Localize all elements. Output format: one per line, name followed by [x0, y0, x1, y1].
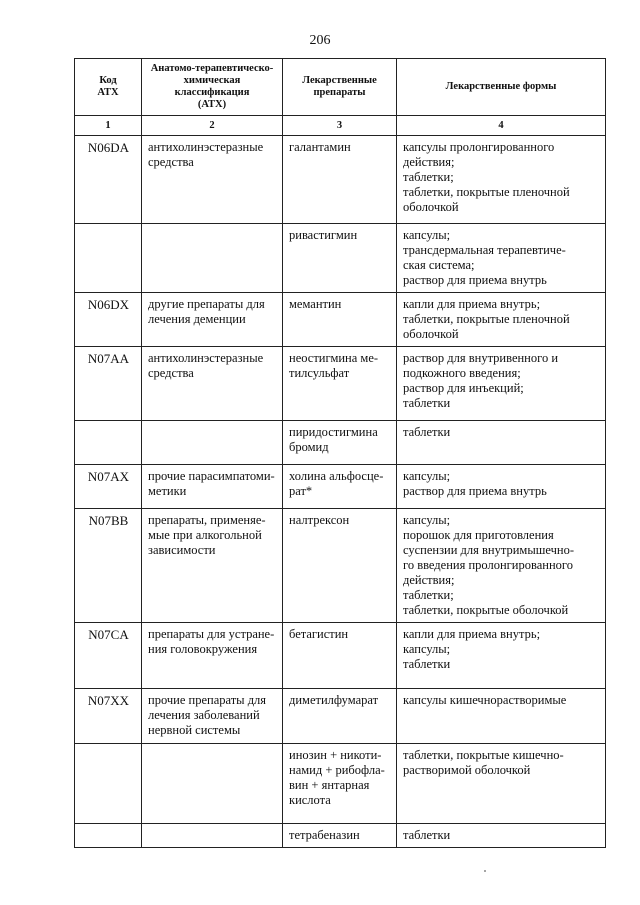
- drug-name-line: кислота: [289, 793, 331, 807]
- atc-code: [75, 224, 142, 293]
- atc-class-line: прочие парасимпатоми-: [148, 469, 275, 483]
- drug-name: [283, 136, 397, 224]
- dosage-forms: [397, 689, 606, 744]
- atc-class-line: препараты, применяе-: [148, 513, 266, 527]
- dosage-forms: [397, 421, 606, 465]
- drug-name: [283, 689, 397, 744]
- dosage-forms-line: таблетки: [403, 828, 451, 842]
- atc-code: N07AA: [75, 347, 142, 421]
- dosage-forms-line: оболочкой: [403, 200, 459, 214]
- drug-name-line: диметилфумарат: [289, 693, 379, 707]
- table-row: [75, 744, 606, 824]
- atc-class-line: другие препараты для: [148, 297, 265, 311]
- header-line: Лекарственные: [302, 75, 377, 86]
- dosage-forms-line: капсулы;: [403, 513, 451, 527]
- drug-name-line: мемантин: [289, 297, 342, 311]
- header-line: (АТХ): [197, 99, 227, 110]
- atc-class-line: средства: [148, 155, 194, 169]
- drug-name: [283, 744, 397, 824]
- dosage-forms-line: таблетки: [403, 425, 451, 439]
- atc-class: [142, 689, 283, 744]
- header-line: АТХ: [97, 87, 119, 98]
- drug-name-line: инозин + никоти-: [289, 748, 382, 762]
- dosage-forms-line: таблетки, покрытые пленочной: [403, 312, 570, 326]
- atc-class-line: антихолинэстеразные: [148, 140, 264, 154]
- table-row: [75, 421, 606, 465]
- dosage-forms-line: подкожного введения;: [403, 366, 521, 380]
- atc-code: N07AX: [75, 465, 142, 509]
- table-row: [75, 136, 606, 224]
- atc-class-line: ния головокружения: [148, 642, 258, 656]
- scan-speck: [484, 870, 486, 872]
- dosage-forms: [397, 293, 606, 347]
- atc-class: [142, 744, 283, 824]
- atc-class-line: мые при алкогольной: [148, 528, 262, 542]
- drug-name-line: налтрексон: [289, 513, 350, 527]
- table-row: [75, 623, 606, 689]
- drug-name-line: тетрабеназин: [289, 828, 360, 842]
- atc-class: [142, 623, 283, 689]
- dosage-forms-line: капсулы;: [403, 228, 451, 242]
- dosage-forms: [397, 465, 606, 509]
- atc-class: [142, 293, 283, 347]
- drug-name: [283, 421, 397, 465]
- drug-name: [283, 623, 397, 689]
- atc-class-line: зависимости: [148, 543, 216, 557]
- dosage-forms-line: суспензии для внутримышечно-: [403, 543, 574, 557]
- header-line: Анатомо-терапевтическо-: [150, 63, 274, 74]
- atc-class-line: метики: [148, 484, 187, 498]
- atc-class-line: прочие препараты для: [148, 693, 267, 707]
- table-row: [75, 689, 606, 744]
- dosage-forms-line: капсулы;: [403, 469, 451, 483]
- dosage-forms-line: капсулы кишечнорастворимые: [403, 693, 567, 707]
- dosage-forms-line: капли для приема внутрь;: [403, 297, 541, 311]
- atc-class-line: препараты для устране-: [148, 627, 275, 641]
- dosage-forms-line: действия;: [403, 155, 455, 169]
- dosage-forms-line: ская система;: [403, 258, 475, 272]
- drug-name-line: бромид: [289, 440, 329, 454]
- drug-name-line: вин + янтарная: [289, 778, 370, 792]
- header-drugs: [283, 59, 397, 116]
- atc-class: [142, 465, 283, 509]
- table-row: [75, 824, 606, 848]
- dosage-forms-line: таблетки, покрытые оболочкой: [403, 603, 569, 617]
- atc-class: [142, 824, 283, 848]
- atc-code: [75, 421, 142, 465]
- drug-name-line: неостигмина ме-: [289, 351, 379, 365]
- dosage-forms-line: трансдермальная терапевтиче-: [403, 243, 566, 257]
- drug-name-line: тилсульфат: [289, 366, 350, 380]
- header-line: химическая классификация: [174, 75, 250, 98]
- atc-code: [75, 744, 142, 824]
- page-number: 206: [309, 33, 331, 48]
- drug-name: [283, 347, 397, 421]
- dosage-forms-line: растворимой оболочкой: [403, 763, 531, 777]
- dosage-forms-line: таблетки, покрытые пленочной: [403, 185, 570, 199]
- dosage-forms-line: капсулы пролонгированного: [403, 140, 555, 154]
- table-row: [75, 509, 606, 623]
- drug-name: [283, 224, 397, 293]
- column-number: 3: [283, 116, 397, 136]
- drug-name-line: бетагистин: [289, 627, 349, 641]
- drug-table: [74, 58, 606, 848]
- drug-name-line: намид + рибофла-: [289, 763, 385, 777]
- drug-name: [283, 824, 397, 848]
- atc-class: [142, 421, 283, 465]
- drug-name-line: рат*: [289, 484, 313, 498]
- header-row: [75, 59, 606, 116]
- atc-code: N07CA: [75, 623, 142, 689]
- column-number: 1: [75, 116, 142, 136]
- table-row: [75, 465, 606, 509]
- column-number: 2: [142, 116, 283, 136]
- dosage-forms-line: таблетки: [403, 657, 451, 671]
- dosage-forms-line: таблетки: [403, 396, 451, 410]
- atc-code: N07BB: [75, 509, 142, 623]
- dosage-forms: [397, 744, 606, 824]
- atc-code: [75, 824, 142, 848]
- atc-class: [142, 347, 283, 421]
- drug-name: [283, 293, 397, 347]
- drug-name: [283, 509, 397, 623]
- header-code: [75, 59, 142, 116]
- atc-code: N06DA: [75, 136, 142, 224]
- dosage-forms: [397, 347, 606, 421]
- drug-name-line: ривастигмин: [289, 228, 358, 242]
- dosage-forms-line: го введения пролонгированного: [403, 558, 573, 572]
- header-atc: [142, 59, 283, 116]
- dosage-forms-line: раствор для приема внутрь: [403, 484, 547, 498]
- dosage-forms: [397, 623, 606, 689]
- dosage-forms-line: капсулы;: [403, 642, 451, 656]
- header-forms: [397, 59, 606, 116]
- drug-name-line: холина альфосце-: [289, 469, 384, 483]
- atc-class-line: средства: [148, 366, 194, 380]
- atc-class-line: антихолинэстеразные: [148, 351, 264, 365]
- header-line: Код: [99, 75, 117, 86]
- dosage-forms: [397, 824, 606, 848]
- column-number: 4: [397, 116, 606, 136]
- dosage-forms-line: таблетки;: [403, 588, 454, 602]
- dosage-forms-line: капли для приема внутрь;: [403, 627, 541, 641]
- atc-class: [142, 224, 283, 293]
- table-row: [75, 224, 606, 293]
- atc-class-line: нервной системы: [148, 723, 241, 737]
- dosage-forms: [397, 509, 606, 623]
- atc-code: N07XX: [75, 689, 142, 744]
- dosage-forms-line: оболочкой: [403, 327, 459, 341]
- dosage-forms-line: порошок для приготовления: [403, 528, 554, 542]
- dosage-forms-line: таблетки;: [403, 170, 454, 184]
- header-line: препараты: [313, 87, 366, 98]
- dosage-forms: [397, 136, 606, 224]
- dosage-forms-line: раствор для внутривенного и: [403, 351, 559, 365]
- drug-name-line: галантамин: [289, 140, 351, 154]
- table-row: [75, 347, 606, 421]
- dosage-forms-line: раствор для инъекций;: [403, 381, 524, 395]
- atc-class-line: лечения деменции: [148, 312, 246, 326]
- atc-class: [142, 509, 283, 623]
- drug-name-line: пиридостигмина: [289, 425, 378, 439]
- column-number-row: [75, 116, 606, 136]
- atc-class: [142, 136, 283, 224]
- dosage-forms: [397, 224, 606, 293]
- atc-code: N06DX: [75, 293, 142, 347]
- dosage-forms-line: раствор для приема внутрь: [403, 273, 547, 287]
- atc-class-line: лечения заболеваний: [148, 708, 260, 722]
- dosage-forms-line: таблетки, покрытые кишечно-: [403, 748, 564, 762]
- dosage-forms-line: действия;: [403, 573, 455, 587]
- drug-name: [283, 465, 397, 509]
- header-line: Лекарственные формы: [445, 81, 557, 92]
- table-row: [75, 293, 606, 347]
